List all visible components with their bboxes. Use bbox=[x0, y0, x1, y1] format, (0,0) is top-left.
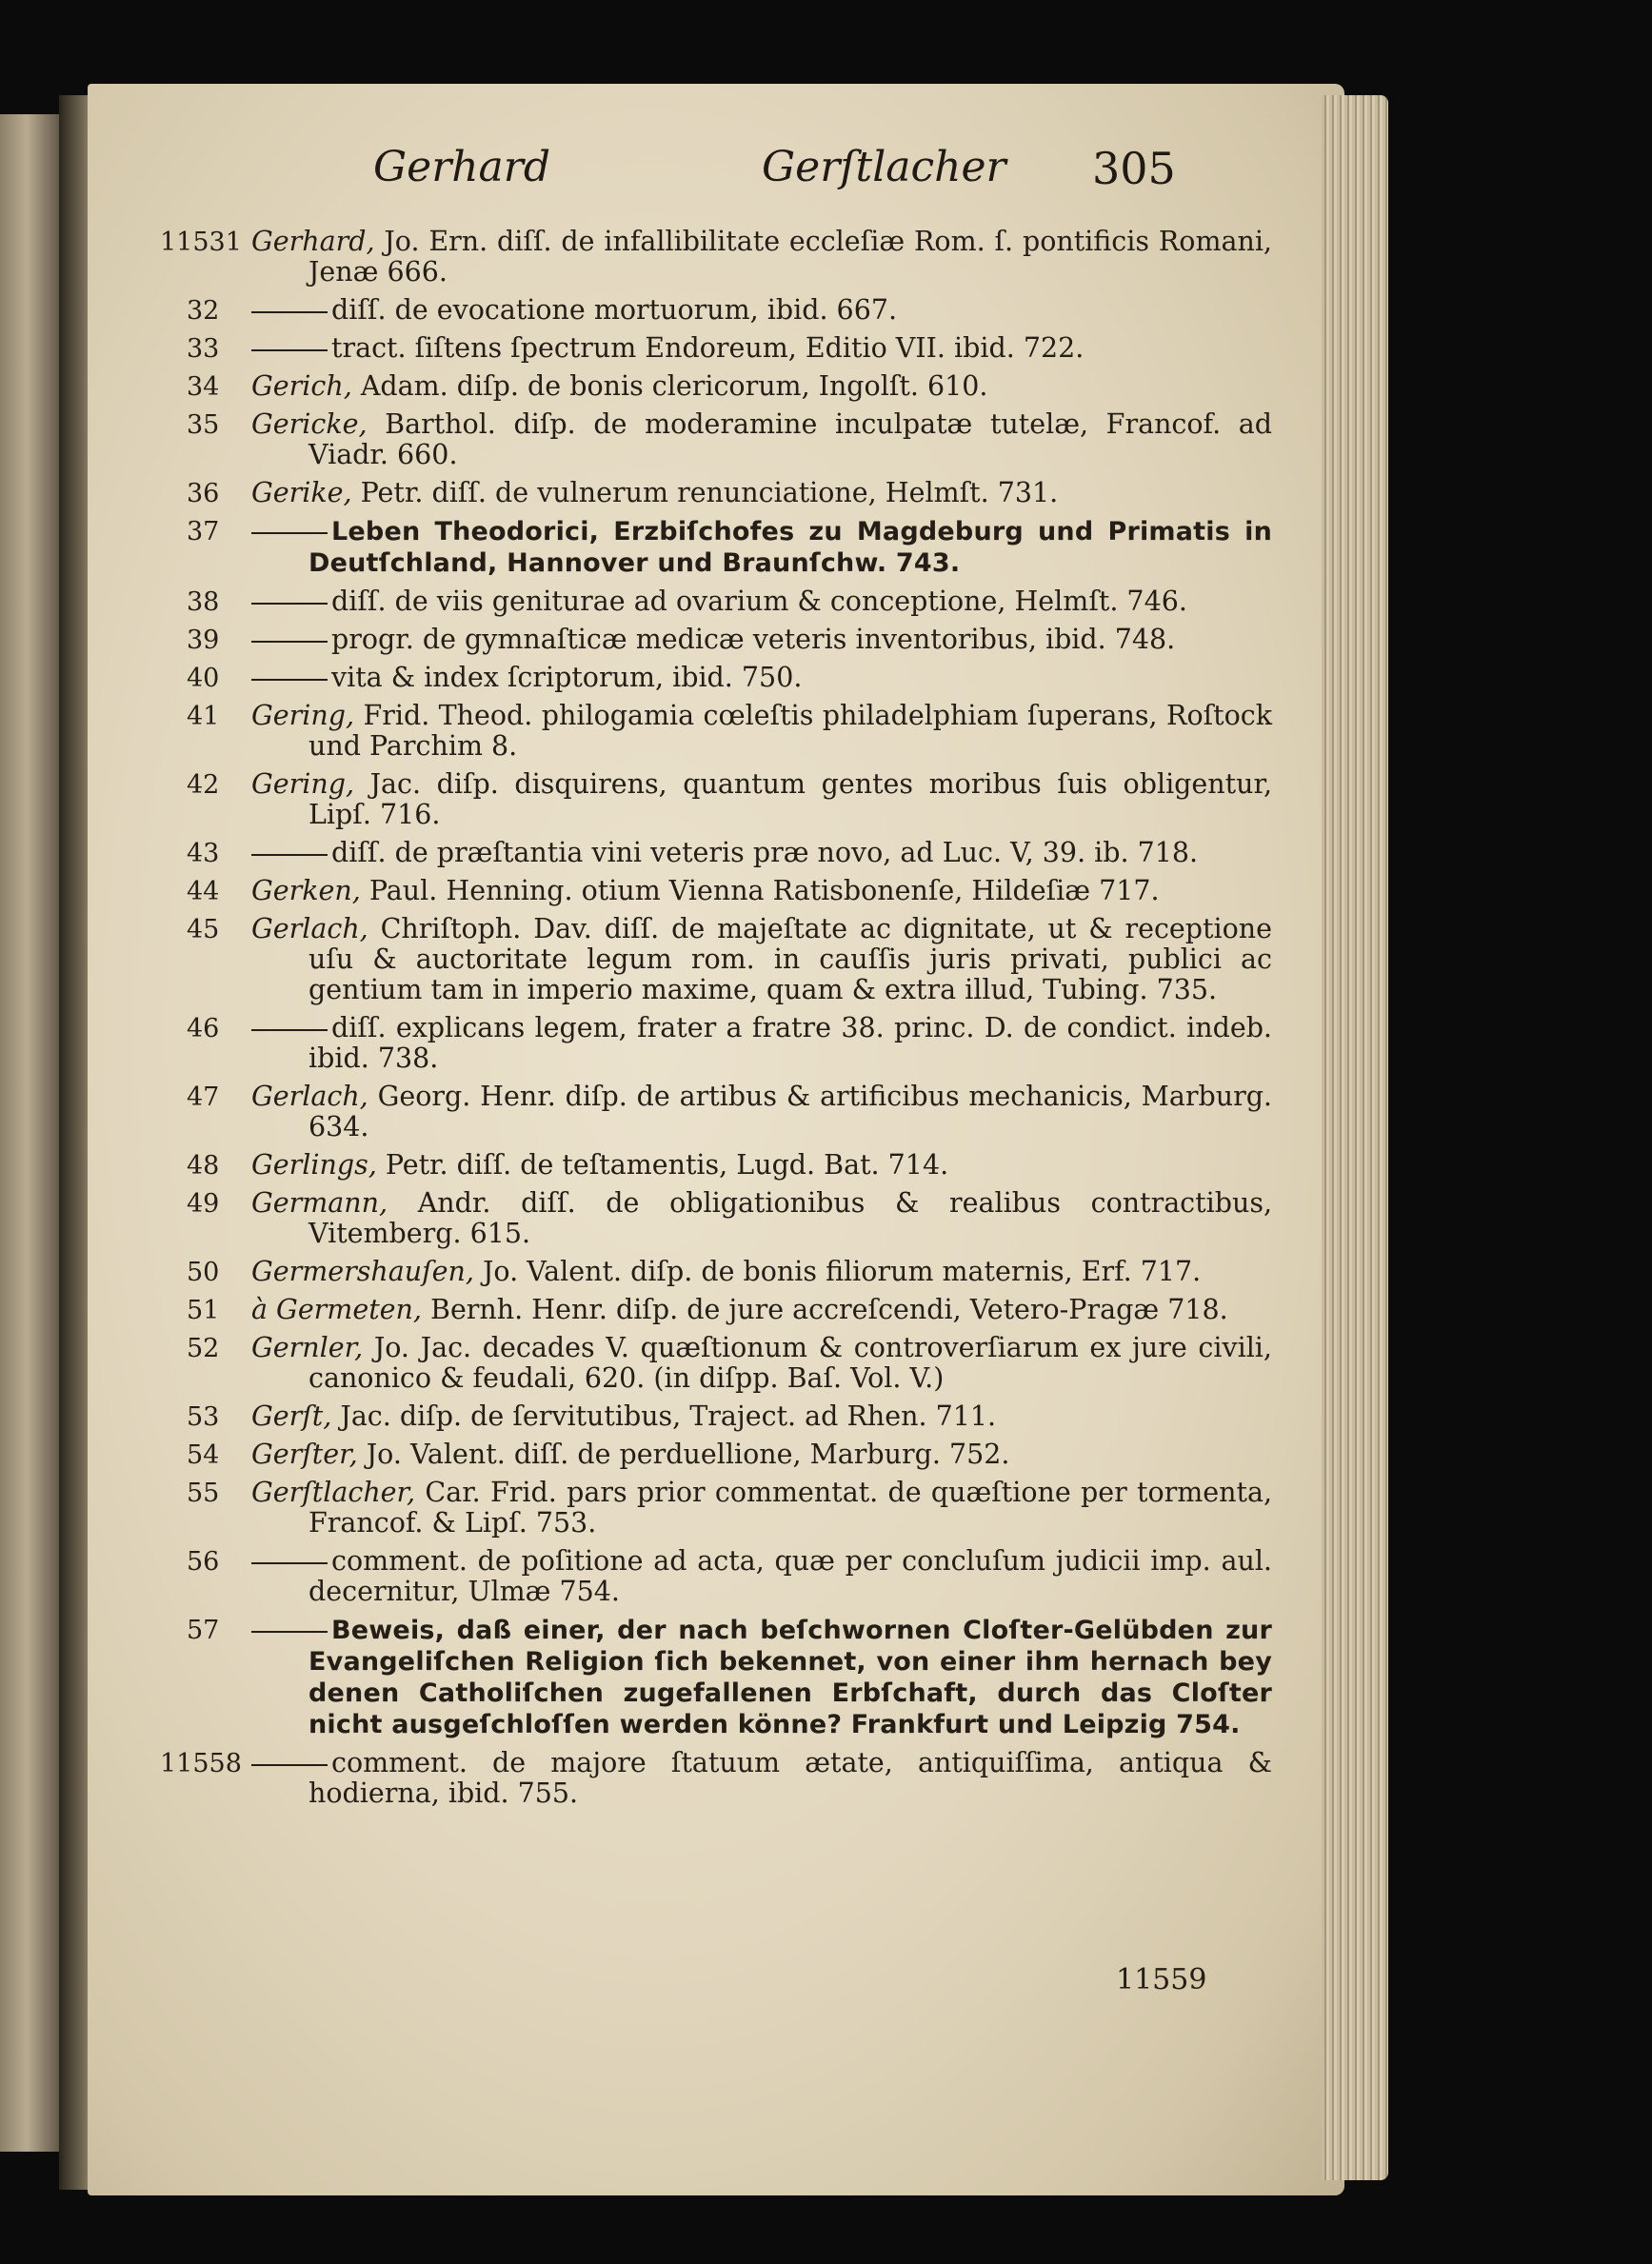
entry-number: 56 bbox=[187, 1547, 220, 1577]
entry-text: Jo. Valent. diſp. de bonis filiorum maternis, Erf. 717. bbox=[483, 1256, 1202, 1287]
bibliography-entry bbox=[0, 1401, 1652, 1432]
entry-number: 51 bbox=[187, 1296, 220, 1325]
entry-text: progr. de gymnaſticæ medicæ veteris inventoribus, ibid. 748. bbox=[331, 624, 1176, 655]
entry-text: Bernh. Henr. diſp. de jure accreſcendi, Vetero-Pragæ 718. bbox=[430, 1294, 1228, 1325]
entry-text: Adam. diſp. de bonis clericorum, Ingolſt. 610. bbox=[360, 370, 988, 402]
entry-text: Paul. Henning. otium Vienna Ratisbonenſe, Hildeſiæ 717. bbox=[368, 875, 1160, 906]
entry-body bbox=[251, 1150, 1272, 1181]
entry-number: 50 bbox=[187, 1258, 220, 1287]
entry-text: Jac. diſp. disquirens, quantum gentes moribus ſuis obligentur, Lipſ. 716. bbox=[309, 768, 1273, 830]
entry-number: 57 bbox=[187, 1616, 220, 1645]
ditto-dash bbox=[251, 349, 328, 351]
entry-number: 52 bbox=[187, 1334, 220, 1363]
entry-body bbox=[251, 333, 1272, 364]
entry-text: tract. ſiſtens ſpectrum Endoreum, Editio VII. ibid. 722. bbox=[331, 332, 1085, 364]
entry-body bbox=[251, 227, 1272, 288]
entry-text: Jo. Valent. diſſ. de perduellione, Marburg. 752. bbox=[366, 1439, 1010, 1470]
author-name: Gerlach, bbox=[251, 913, 368, 944]
entry-body bbox=[251, 1615, 1272, 1740]
entry-body bbox=[251, 1333, 1272, 1394]
bibliography-entry bbox=[0, 333, 1652, 364]
entry-body bbox=[251, 295, 1272, 326]
entry-text: Jo. Ern. diſſ. de infallibilitate eccleſiæ Rom. ſ. pontificis Romani, Jenæ 666. bbox=[309, 226, 1272, 288]
entry-text: Barthol. diſp. de moderamine inculpatæ tutelæ, Francof. ad Viadr. 660. bbox=[309, 408, 1273, 470]
entry-list bbox=[0, 227, 1652, 1817]
bibliography-entry bbox=[0, 409, 1652, 470]
bibliography-entry bbox=[0, 663, 1652, 693]
entry-body bbox=[251, 876, 1272, 906]
bibliography-entry bbox=[0, 1188, 1652, 1249]
ditto-dash bbox=[251, 1562, 328, 1564]
entry-number: 45 bbox=[187, 915, 220, 944]
entry-body bbox=[251, 838, 1272, 868]
bibliography-entry bbox=[0, 516, 1652, 579]
entry-text: diſſ. de viis geniturae ad ovarium & conceptione, Helmſt. 746. bbox=[331, 586, 1187, 617]
bibliography-entry bbox=[0, 769, 1652, 830]
page-number: 305 bbox=[1092, 143, 1176, 194]
entry-number: 40 bbox=[187, 664, 220, 693]
bibliography-entry bbox=[0, 1295, 1652, 1325]
ditto-dash bbox=[251, 1631, 328, 1633]
entry-text: diſſ. explicans legem, frater a fratre 38. princ. D. de condict. indeb. ibid. 738. bbox=[309, 1012, 1272, 1074]
bibliography-entry bbox=[0, 371, 1652, 402]
entry-number: 33 bbox=[187, 334, 220, 364]
entry-body bbox=[251, 1188, 1272, 1249]
bibliography-entry bbox=[0, 1546, 1652, 1607]
entry-text: comment. de majore ſtatuum ætate, antiquiſſima, antiqua & hodierna, ibid. 755. bbox=[309, 1747, 1272, 1809]
author-name: Gerike, bbox=[251, 477, 352, 508]
entry-body bbox=[251, 478, 1272, 508]
catchword: 11559 bbox=[1116, 1963, 1207, 1996]
author-name: Gerſter, bbox=[251, 1439, 358, 1470]
entry-body bbox=[251, 1748, 1272, 1809]
author-name: Gerhard, bbox=[251, 226, 375, 257]
entry-text: Beweis, daß einer, der nach beſchwornen Cloſter-Gelübden zur Evangeliſchen Religion ſich bekennet, von einer ihm hernach bey denen Catholiſchen zugefallenen Erbſchaft, durch das Cloſter nicht ausgeſchloſſen werden könne? Frankfurt und Leipzig 754. bbox=[309, 1616, 1272, 1739]
entry-number: 48 bbox=[187, 1151, 220, 1181]
entry-text: vita & index ſcriptorum, ibid. 750. bbox=[331, 662, 803, 693]
author-name: Gering, bbox=[251, 700, 355, 731]
author-name: Germann, bbox=[251, 1187, 388, 1219]
ditto-dash bbox=[251, 641, 328, 643]
bibliography-entry bbox=[0, 227, 1652, 288]
entry-text: Georg. Henr. diſp. de artibus & artificibus mechanicis, Marburg. 634. bbox=[309, 1081, 1272, 1142]
entry-text: Andr. diſſ. de obligationibus & realibus contractibus, Vitemberg. 615. bbox=[309, 1187, 1273, 1249]
entry-body bbox=[251, 1546, 1272, 1607]
entry-text: Leben Theodorici, Erzbiſchofes zu Magdeburg und Primatis in Deutſchland, Hannover und Braunſchw. 743. bbox=[309, 517, 1272, 578]
entry-number: 11558 bbox=[160, 1749, 242, 1778]
bibliography-entry bbox=[0, 1615, 1652, 1740]
entry-number: 34 bbox=[187, 372, 220, 402]
bibliography-entry bbox=[0, 1478, 1652, 1539]
entry-body bbox=[251, 701, 1272, 762]
bibliography-entry bbox=[0, 1440, 1652, 1470]
entry-number: 43 bbox=[187, 839, 220, 868]
author-name: Gerich, bbox=[251, 370, 352, 402]
author-name: Germershauſen, bbox=[251, 1256, 474, 1287]
ditto-dash bbox=[251, 1029, 328, 1031]
entry-number: 36 bbox=[187, 479, 220, 508]
bibliography-entry bbox=[0, 1150, 1652, 1181]
entry-body bbox=[251, 663, 1272, 693]
ditto-dash bbox=[251, 1764, 328, 1766]
entry-number: 53 bbox=[187, 1402, 220, 1432]
bibliography-entry bbox=[0, 586, 1652, 617]
ditto-dash bbox=[251, 311, 328, 313]
entry-text: comment. de poſitione ad acta, quæ per concluſum judicii imp. aul. decernitur, Ulmæ 754. bbox=[309, 1545, 1272, 1607]
entry-body bbox=[251, 1440, 1272, 1470]
entry-text: Petr. diſſ. de teſtamentis, Lugd. Bat. 714. bbox=[385, 1149, 949, 1181]
entry-number: 37 bbox=[187, 517, 220, 546]
entry-number: 32 bbox=[187, 296, 220, 326]
entry-text: Jo. Jac. decades V. quæſtionum & controverſiarum ex jure civili, canonico & feudali, 620. (in diſpp. Baſ. Vol. V.) bbox=[309, 1332, 1272, 1394]
entry-number: 35 bbox=[187, 410, 220, 440]
bibliography-entry bbox=[0, 1333, 1652, 1394]
entry-body bbox=[251, 409, 1272, 470]
running-head-center: Gerſtlacher bbox=[762, 143, 1006, 191]
entry-text: Chriſtoph. Dav. diſſ. de majeſtate ac dignitate, ut & receptione uſu & auctoritate legum rom. in cauſſis juris privati, publici ac gentium tam in imperio maxime, quam & extra illud, Tubing. 735. bbox=[309, 913, 1272, 1005]
running-head bbox=[0, 143, 1652, 200]
entry-text: Frid. Theod. philogamia cœleſtis philadelphiam ſuperans, Roſtock und Parchim 8. bbox=[309, 700, 1272, 762]
author-name: Gering, bbox=[251, 768, 355, 800]
entry-body bbox=[251, 1295, 1272, 1325]
entry-number: 47 bbox=[187, 1082, 220, 1112]
author-name: Gerſtlacher, bbox=[251, 1477, 416, 1508]
entry-number: 41 bbox=[187, 702, 220, 731]
bibliography-entry bbox=[0, 1082, 1652, 1142]
entry-body bbox=[251, 625, 1272, 655]
entry-body bbox=[251, 914, 1272, 1005]
author-name: Gerlings, bbox=[251, 1149, 377, 1181]
author-name: à Germeten, bbox=[251, 1294, 422, 1325]
entry-number: 55 bbox=[187, 1479, 220, 1508]
ditto-dash bbox=[251, 854, 328, 856]
entry-body bbox=[251, 586, 1272, 617]
bibliography-entry bbox=[0, 876, 1652, 906]
bibliography-entry bbox=[0, 701, 1652, 762]
entry-text: diſſ. de præſtantia vini veteris præ novo, ad Luc. V, 39. ib. 718. bbox=[331, 837, 1199, 868]
author-name: Gernler, bbox=[251, 1332, 364, 1363]
entry-text: Petr. diſſ. de vulnerum renunciatione, Helmſt. 731. bbox=[360, 477, 1059, 508]
bibliography-entry bbox=[0, 478, 1652, 508]
bibliography-entry bbox=[0, 838, 1652, 868]
entry-body bbox=[251, 1257, 1272, 1287]
entry-number: 42 bbox=[187, 770, 220, 800]
entry-number: 38 bbox=[187, 587, 220, 617]
entry-number: 39 bbox=[187, 626, 220, 655]
entry-body bbox=[251, 1478, 1272, 1539]
bibliography-entry bbox=[0, 625, 1652, 655]
bibliography-entry bbox=[0, 295, 1652, 326]
ditto-dash bbox=[251, 679, 328, 681]
entry-text: Jac. diſp. de ſervitutibus, Traject. ad Rhen. 711. bbox=[340, 1400, 997, 1432]
running-head-left: Gerhard bbox=[373, 143, 550, 191]
entry-number: 46 bbox=[187, 1014, 220, 1043]
ditto-dash bbox=[251, 603, 328, 605]
bibliography-entry bbox=[0, 914, 1652, 1005]
entry-number: 11531 bbox=[160, 228, 242, 257]
entry-body bbox=[251, 1013, 1272, 1074]
entry-body bbox=[251, 1082, 1272, 1142]
entry-text: diſſ. de evocatione mortuorum, ibid. 667. bbox=[331, 294, 898, 326]
entry-body bbox=[251, 516, 1272, 579]
entry-number: 44 bbox=[187, 877, 220, 906]
entry-number: 49 bbox=[187, 1189, 220, 1219]
ditto-dash bbox=[251, 532, 328, 534]
author-name: Gerlach, bbox=[251, 1081, 368, 1112]
bibliography-entry bbox=[0, 1748, 1652, 1809]
author-name: Gerſt, bbox=[251, 1400, 332, 1432]
bibliography-entry bbox=[0, 1013, 1652, 1074]
entry-number: 54 bbox=[187, 1440, 220, 1470]
entry-body bbox=[251, 769, 1272, 830]
entry-body bbox=[251, 371, 1272, 402]
author-name: Gericke, bbox=[251, 408, 368, 440]
bibliography-entry bbox=[0, 1257, 1652, 1287]
author-name: Gerken, bbox=[251, 875, 361, 906]
entry-body bbox=[251, 1401, 1272, 1432]
entry-text: Car. Frid. pars prior commentat. de quæſtione per tormenta, Francof. & Lipſ. 753. bbox=[309, 1477, 1273, 1539]
